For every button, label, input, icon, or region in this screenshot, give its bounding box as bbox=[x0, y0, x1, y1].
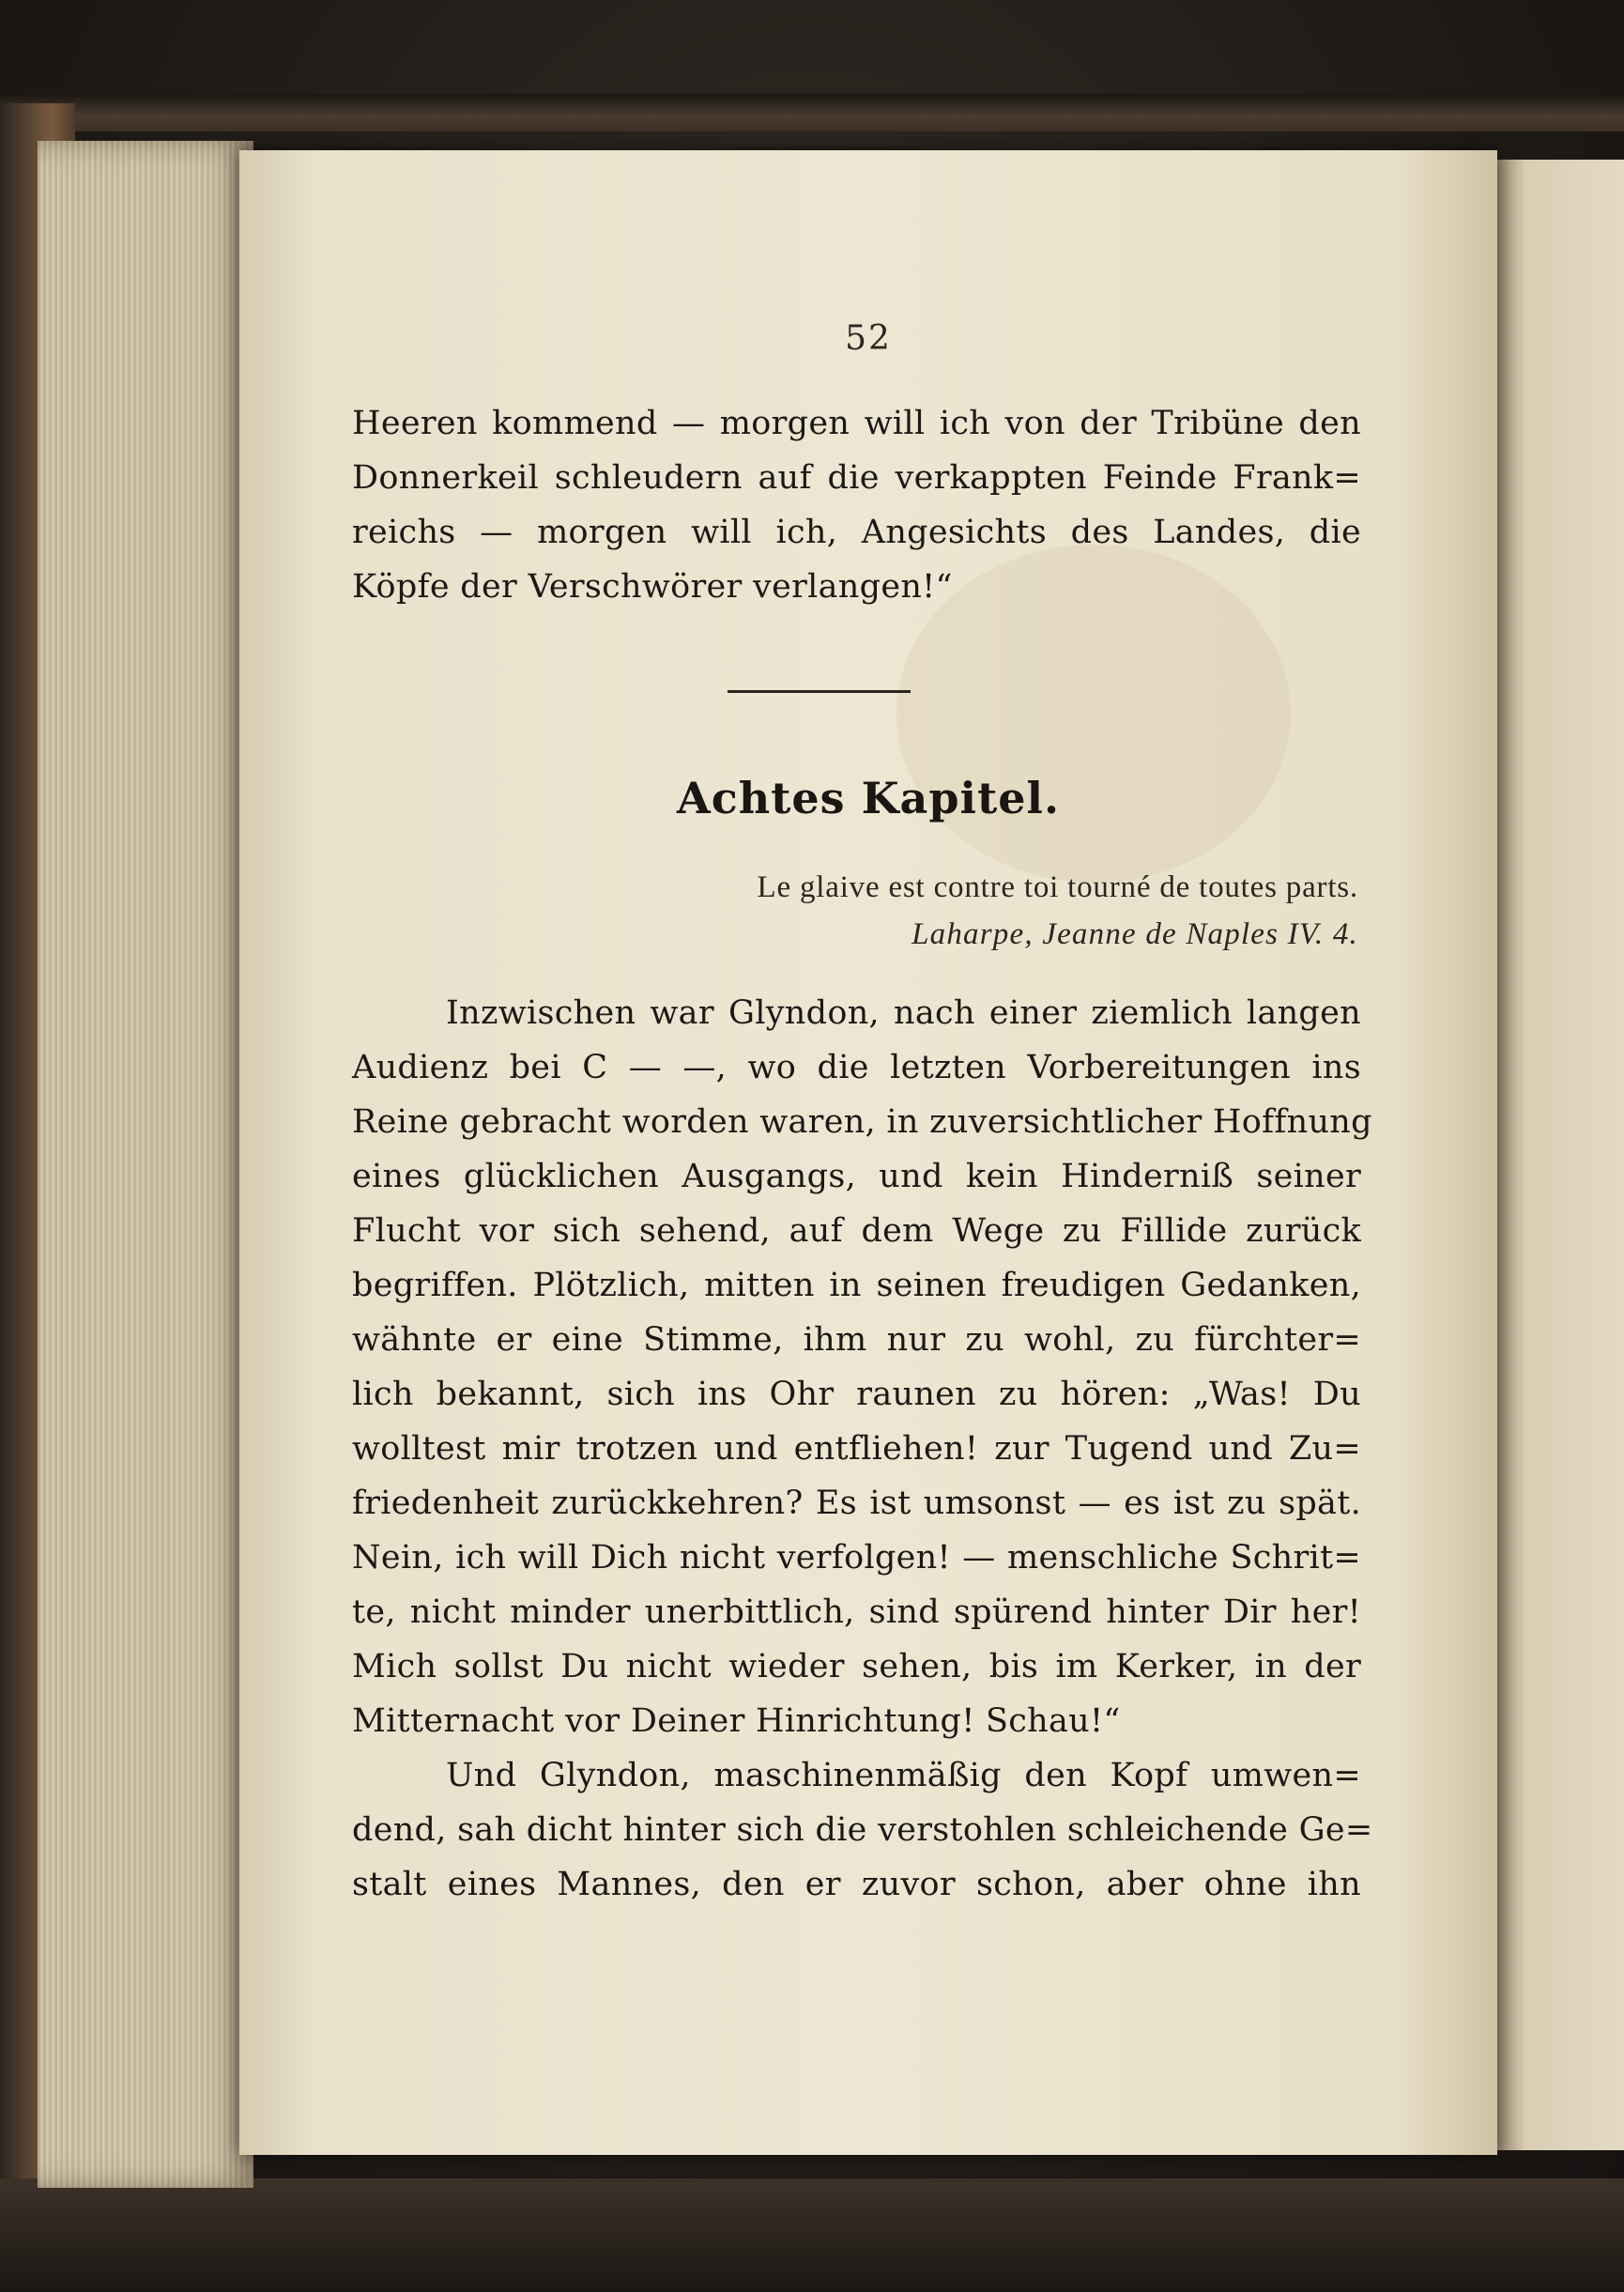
paragraph-main bbox=[352, 986, 1373, 1912]
text-line: Reine gebracht worden waren, in zuversichtlicher Hoffnung bbox=[352, 1103, 1372, 1141]
text-line: reichs — morgen will ich, Angesichts des Landes, die bbox=[352, 514, 1361, 551]
text-line: friedenheit zurückkehren? Es ist umsonst — es ist zu spät. bbox=[352, 1484, 1361, 1522]
book-page bbox=[239, 150, 1497, 2155]
text-line: wolltest mir trotzen und entfliehen! zur Tugend und Zu= bbox=[352, 1430, 1361, 1468]
text-line: Köpfe der Verschwörer verlangen!“ bbox=[352, 568, 953, 606]
text-line: Mitternacht vor Deiner Hinrichtung! Schau!“ bbox=[352, 1702, 1121, 1740]
section-separator bbox=[728, 690, 911, 693]
next-page-edge bbox=[1493, 160, 1624, 2150]
text-line: Und Glyndon, maschinenmäßig den Kopf umwen= bbox=[446, 1757, 1361, 1794]
book-cover-bottom bbox=[0, 2178, 1624, 2292]
text-line: te, nicht minder unerbittlich, sind spürend hinter Dir her! bbox=[352, 1593, 1361, 1631]
text-line: Mich sollst Du nicht wieder sehen, bis im Kerker, in der bbox=[352, 1648, 1361, 1685]
page-number: 52 bbox=[845, 319, 892, 358]
text-line: Nein, ich will Dich nicht verfolgen! — menschliche Schrit= bbox=[352, 1539, 1361, 1577]
text-line: Heeren kommend — morgen will ich von der Tribüne den bbox=[352, 405, 1361, 442]
text-line: lich bekannt, sich ins Ohr raunen zu hören: „Was! Du bbox=[352, 1376, 1361, 1413]
text-line: begriffen. Plötzlich, mitten in seinen freudigen Gedanken, bbox=[352, 1267, 1361, 1304]
text-line: Donnerkeil schleudern auf die verkappten Feinde Frank= bbox=[352, 459, 1361, 497]
page-edges bbox=[38, 141, 253, 2188]
text-line: wähnte er eine Stimme, ihm nur zu wohl, zu fürchter= bbox=[352, 1321, 1361, 1359]
text-line: Flucht vor sich sehend, auf dem Wege zu Fillide zurück bbox=[352, 1212, 1361, 1250]
paragraph-top bbox=[352, 396, 1361, 614]
text-line: Audienz bei C — —, wo die letzten Vorbereitungen ins bbox=[352, 1049, 1361, 1086]
book-cover-top bbox=[0, 94, 1624, 131]
epigraph-quote: Le glaive est contre toi tourné de toutes parts. bbox=[757, 870, 1358, 904]
text-line: Inzwischen war Glyndon, nach einer ziemlich langen bbox=[446, 994, 1361, 1032]
chapter-title: Achtes Kapitel. bbox=[677, 773, 1060, 823]
text-line: eines glücklichen Ausgangs, und kein Hinderniß seiner bbox=[352, 1158, 1361, 1195]
text-line: dend, sah dicht hinter sich die verstohlen schleichende Ge= bbox=[352, 1811, 1373, 1849]
epigraph-source: Laharpe, Jeanne de Naples IV. 4. bbox=[912, 917, 1358, 951]
text-line: stalt eines Mannes, den er zuvor schon, aber ohne ihn bbox=[352, 1866, 1361, 1903]
